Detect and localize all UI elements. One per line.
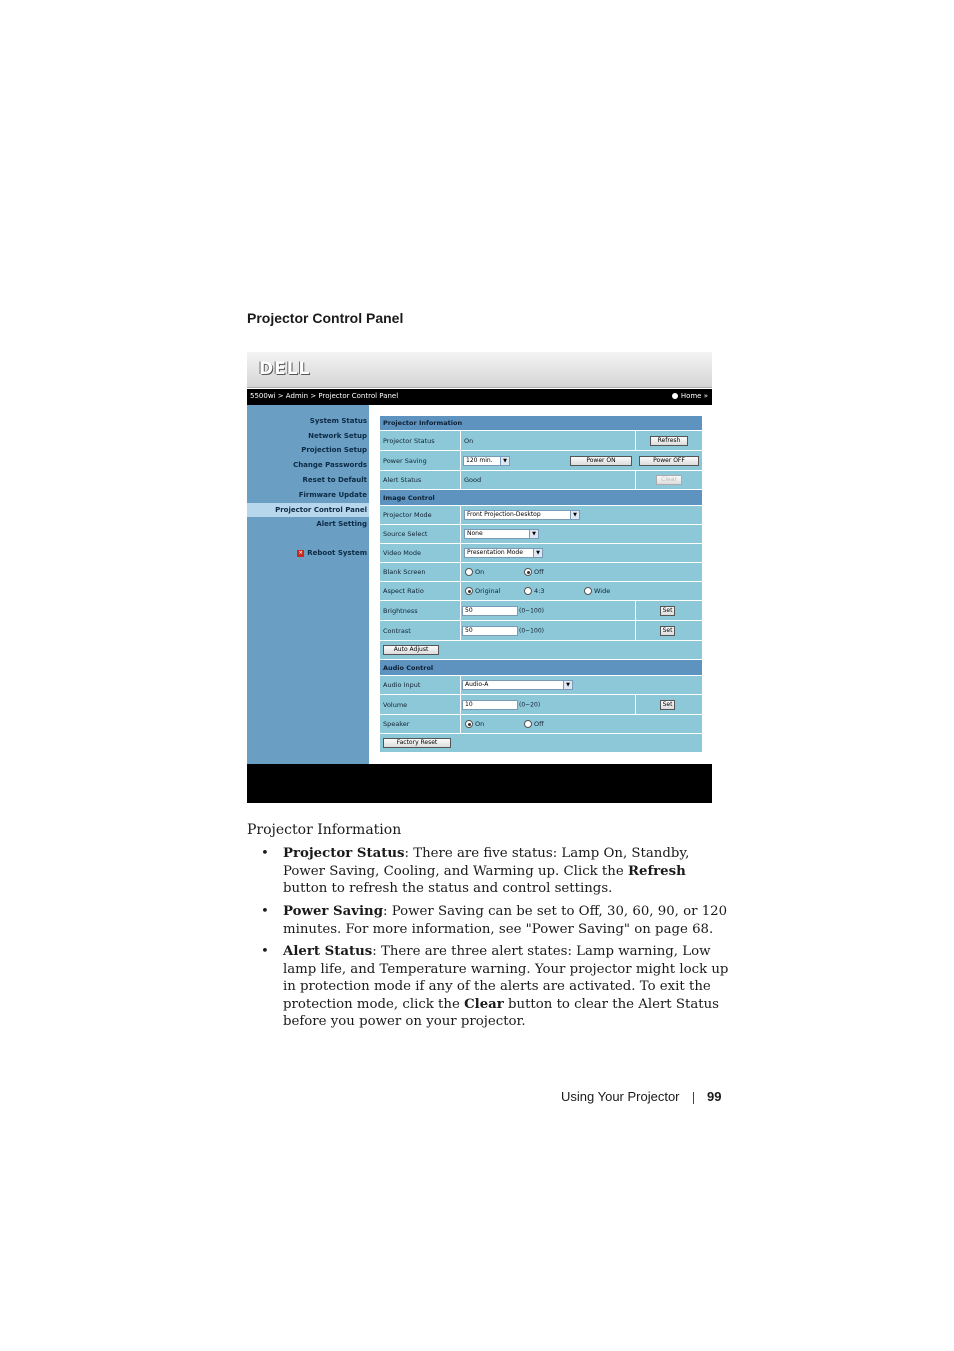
section-projector-information: [380, 416, 702, 431]
divider: [635, 431, 636, 450]
radio-icon: [465, 720, 473, 728]
divider: [460, 715, 461, 733]
sidebar: [247, 405, 369, 764]
divider: [635, 601, 636, 620]
label: Volume: [383, 700, 408, 709]
term2: Refresh: [627, 863, 686, 879]
blank-on-radio[interactable]: [465, 568, 484, 576]
section-audio-control: [380, 660, 702, 676]
radio-icon: [524, 720, 532, 728]
sidebar-item-network-setup[interactable]: Network Setup: [308, 432, 367, 440]
radio-label: On: [475, 568, 485, 576]
sidebar-item-firmware-update[interactable]: Firmware Update: [298, 491, 367, 499]
divider: [460, 525, 461, 543]
divider: [635, 695, 636, 714]
power-on-button[interactable]: Power ON: [570, 456, 632, 466]
row-audio-input: [380, 676, 702, 695]
header-bar: [247, 352, 712, 388]
section-title: Audio Control: [383, 663, 434, 672]
aspect-wide-radio[interactable]: [584, 587, 610, 595]
row-brightness: [380, 601, 702, 621]
chevron-down-icon: ▼: [533, 549, 542, 557]
bullet-projector-status: [261, 845, 723, 898]
page-number: 99: [707, 1089, 722, 1104]
source-select[interactable]: [464, 529, 539, 539]
divider: [460, 582, 461, 600]
section-title: Projector Information: [383, 419, 463, 427]
contrast-input[interactable]: 50: [462, 626, 518, 636]
text: : There are three alert states: Lamp warning, Low lamp life, and Temperature warning. Your projector might lock up in protection mode if any of the alerts are activated. To exit the protection mode, click the: [283, 944, 729, 1012]
row-auto-adjust: [380, 641, 702, 660]
label: Aspect Ratio: [383, 587, 424, 595]
brightness-range: (0~100): [519, 607, 544, 614]
auto-adjust-button[interactable]: Auto Adjust: [383, 645, 439, 655]
label: Power Saving: [383, 456, 427, 465]
factory-reset-button[interactable]: Factory Reset: [383, 738, 451, 748]
row-factory-reset: [380, 734, 702, 753]
divider: [460, 471, 461, 489]
label: Brightness: [383, 606, 418, 615]
section-image-control: [380, 490, 702, 506]
bullet-power-saving: [261, 903, 738, 938]
aspect-4-3-radio[interactable]: [524, 587, 544, 595]
row-source-select: [380, 525, 702, 544]
radio-label: On: [475, 720, 485, 728]
divider: [460, 506, 461, 524]
footer-bar: [247, 764, 712, 803]
divider: [635, 621, 636, 640]
label: Video Mode: [383, 549, 421, 557]
refresh-button[interactable]: Refresh: [650, 436, 688, 446]
select-value: 120 min.: [466, 456, 493, 464]
term: Projector Status: [283, 846, 405, 861]
divider: [460, 431, 461, 450]
label: Projector Mode: [383, 511, 432, 519]
bullet-alert-status: [261, 943, 733, 1031]
contrast-range: (0~100): [519, 627, 544, 634]
row-volume: [380, 695, 702, 715]
contrast-set-button[interactable]: Set: [660, 626, 675, 636]
label: Speaker: [383, 720, 410, 728]
label: Projector Status: [383, 436, 435, 445]
radio-label: Off: [534, 720, 544, 728]
projector-status-value: On: [464, 436, 474, 445]
divider: [460, 695, 461, 714]
section-heading: Projector Control Panel: [247, 310, 404, 326]
volume-input[interactable]: 10: [462, 700, 518, 710]
term: Power Saving: [283, 904, 384, 919]
reboot-label: Reboot System: [307, 549, 367, 557]
row-projector-status: [380, 431, 702, 451]
radio-label: Original: [475, 587, 501, 595]
row-alert-status: [380, 471, 702, 490]
label: Audio Input: [383, 681, 421, 689]
divider: [460, 676, 461, 694]
reboot-icon: ×: [298, 549, 303, 556]
chevron-down-icon: ▼: [529, 530, 538, 538]
select-value: Audio-A: [465, 681, 489, 688]
label: Contrast: [383, 626, 411, 635]
divider: [460, 544, 461, 562]
clear-button[interactable]: Clear: [656, 475, 682, 485]
subheading: Projector Information: [247, 822, 402, 838]
row-power-saving: [380, 451, 702, 471]
chapter-footer: Using Your Projector: [561, 1089, 680, 1104]
row-aspect-ratio: [380, 582, 702, 601]
select-value: Presentation Mode: [467, 549, 523, 556]
divider: [460, 451, 461, 470]
row-speaker: [380, 715, 702, 734]
footer-divider: [693, 1092, 694, 1104]
chevron-down-icon: ▼: [500, 457, 509, 465]
text2: button to refresh the status and control settings.: [283, 881, 613, 896]
sidebar-item-reboot-system[interactable]: [297, 549, 367, 557]
home-link[interactable]: [672, 392, 708, 400]
chevron-down-icon: ▼: [563, 681, 572, 689]
sidebar-item-alert-setting[interactable]: Alert Setting: [316, 520, 367, 528]
control-panel-screenshot: [247, 352, 712, 803]
video-mode-select[interactable]: [464, 548, 543, 558]
select-value: None: [467, 530, 483, 537]
speaker-on-radio[interactable]: [465, 720, 484, 728]
radio-icon: [465, 587, 473, 595]
blank-off-radio[interactable]: [524, 568, 544, 576]
breadcrumb: 5500wi > Admin > Projector Control Panel: [250, 392, 399, 400]
chevron-down-icon: ▼: [570, 511, 579, 519]
projector-mode-select[interactable]: [464, 510, 580, 520]
row-projector-mode: [380, 506, 702, 525]
audio-input-select[interactable]: [462, 680, 573, 690]
radio-label: Wide: [594, 587, 611, 595]
sidebar-item-projection-setup[interactable]: Projection Setup: [301, 446, 367, 454]
brightness-input[interactable]: 50: [462, 606, 518, 616]
divider: [460, 563, 461, 581]
bullet-dot: •: [261, 846, 269, 861]
radio-icon: [465, 568, 473, 576]
home-icon: [672, 393, 678, 399]
volume-set-button[interactable]: Set: [660, 700, 675, 710]
term2: Clear: [464, 996, 504, 1012]
brightness-set-button[interactable]: Set: [660, 606, 675, 616]
bullet-dot: •: [261, 944, 269, 959]
row-contrast: [380, 621, 702, 641]
radio-icon: [584, 587, 592, 595]
radio-label: Off: [534, 568, 544, 576]
row-blank-screen: [380, 563, 702, 582]
power-off-button[interactable]: Power OFF: [639, 456, 699, 466]
speaker-off-radio[interactable]: [524, 720, 544, 728]
power-saving-select[interactable]: [463, 456, 510, 466]
radio-icon: [524, 568, 532, 576]
divider: [460, 601, 461, 620]
radio-label: 4:3: [534, 587, 545, 595]
breadcrumb-bar: [247, 389, 712, 405]
sidebar-item-system-status[interactable]: System Status: [309, 417, 367, 425]
label: Alert Status: [383, 476, 422, 484]
text2: button to clear the Alert Status before you power on your projector.: [283, 996, 719, 1029]
section-title: Image Control: [383, 493, 435, 502]
sidebar-item-projector-control-panel[interactable]: Projector Control Panel: [247, 503, 369, 517]
label: Source Select: [383, 530, 428, 538]
text: : There are five status: Lamp On, Standby, Power Saving, Cooling, and Warming up. Click the: [283, 846, 690, 879]
label: Blank Screen: [383, 568, 426, 576]
text: : Power Saving can be set to Off, 30, 60, 90, or 120 minutes. For more information, see "Power Saving" on page 68.: [283, 904, 728, 937]
divider: [460, 621, 461, 640]
term: Alert Status: [283, 944, 373, 959]
volume-range: (0~20): [519, 701, 541, 708]
dell-logo: DELL: [259, 359, 311, 379]
bullet-dot: •: [261, 904, 269, 919]
alert-status-value: Good: [464, 476, 482, 484]
radio-icon: [524, 587, 532, 595]
sidebar-item-reset-to-default[interactable]: Reset to Default: [302, 476, 367, 484]
aspect-original-radio[interactable]: [465, 587, 500, 595]
divider: [635, 471, 636, 489]
sidebar-item-change-passwords[interactable]: Change Passwords: [293, 461, 367, 469]
select-value: Front Projection-Desktop: [467, 511, 541, 518]
home-label: Home »: [680, 392, 708, 400]
row-video-mode: [380, 544, 702, 563]
